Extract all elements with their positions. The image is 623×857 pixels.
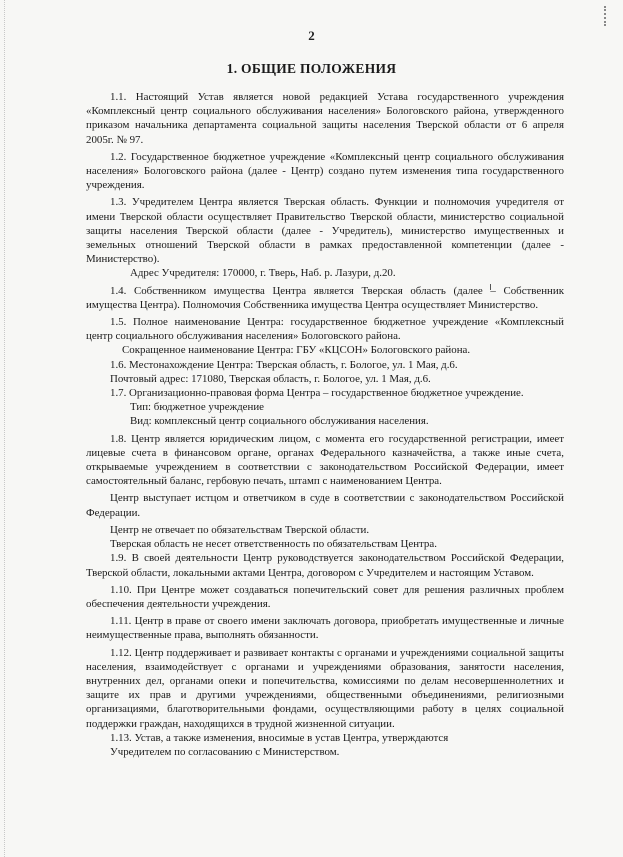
binding-edge — [4, 0, 6, 857]
liability-line-2: Тверская область не несет ответственность по обязательствам Центра. — [110, 538, 437, 551]
postal-address: Почтовый адрес: 171080, Тверская область, г. Бологое, ул. 1 Мая, д.6. — [110, 372, 431, 385]
paragraph-1-10: 1.10. При Центре может создаваться попечительский совет для решения различных проблем обеспечения деятельности учреждения. — [86, 583, 564, 610]
kind-line: Вид: комплексный центр социального обслуживания населения. — [130, 415, 429, 428]
corner-mark — [604, 6, 609, 26]
paragraph-1-7: 1.7. Организационно-правовая форма Центра – государственное бюджетное учреждение. — [110, 387, 524, 400]
paragraph-1-6: 1.6. Местонахождение Центра: Тверская область, г. Бологое, ул. 1 Мая, д.6. — [110, 358, 458, 371]
paragraph-1-5: 1.5. Полное наименование Центра: государственное бюджетное учреждение «Комплексный центр социального обслуживания населения» Бологовского района. — [86, 316, 564, 343]
paragraph-1-12: 1.12. Центр поддерживает и развивает контакты с органами и учреждениями социальной защиты населения, взаимодействует с органами и учреждениями образования, занятости населения, внутренних дел, органами опеки и попечительства, комиссиями по делам несовершеннолетних и защите их прав и другими учреждениями, общественными объединениями, религиозными организациями, благотворительными фондами, осуществляющими работу в целях социальной поддержки граждан, находящихся в трудной жизненной ситуации. — [86, 646, 564, 730]
paragraph-1-11: 1.11. Центр в праве от своего имени заключать договора, приобретать имущественные и личные неимущественные права, выполнять обязанности. — [86, 615, 564, 642]
paragraph-1-8: 1.8. Центр является юридическим лицом, с момента его государственной регистрации, имеет лицевые счета в финансовом органе, органах Федерального казначейства, а также иные счета, открываемые учреждением в соответствии с законодательством Российской Федерации, имеет самостоятельный баланс, гербовую печать, штамп с наименованием Центра. — [86, 432, 564, 488]
section-heading: 1. ОБЩИЕ ПОЛОЖЕНИЯ — [226, 61, 397, 76]
founder-address: Адрес Учредителя: 170000, г. Тверь, Наб. р. Лазури, д.20. — [130, 267, 396, 280]
paragraph-1-4: 1.4. Собственником имущества Центра является Тверская область (далее – Собственник имущества Центра). Полномочия Собственника имущества Центра осуществляет Министерство. — [86, 284, 564, 311]
short-name: Сокращенное наименование Центра: ГБУ «КЦСОН» Бологовского района. — [122, 344, 471, 357]
paragraph-1-3: 1.3. Учредителем Центра является Тверская область. Функции и полномочия учредителя от имени Тверской области осуществляет Правительство Тверской области, министерство социальной защиты населения Тверской области (далее - Учредитель), министерство имущественных и земельных отношений Тверской области в рамках предоставленной компетенции (далее - Министерство). — [86, 196, 564, 266]
page-number: 2 — [308, 28, 315, 43]
paragraph-1-2: 1.2. Государственное бюджетное учреждение «Комплексный центр социального обслуживания населения» Бологовского района (далее - Центр) создано путем изменения типа государственного учреждения. — [86, 150, 564, 192]
paragraph-1-9: 1.9. В своей деятельности Центр руководствуется законодательством Российской Федерации, Тверской области, локальными актами Центра, договором с Учредителем и настоящим Уставом. — [86, 552, 564, 579]
liability-line-1: Центр не отвечает по обязательствам Тверской области. — [110, 523, 370, 536]
paragraph-1-13: 1.13. Устав, а также изменения, вносимые в устав Центра, утверждаются — [110, 731, 449, 744]
paragraph-1-13-cont: Учредителем по согласованию с Министерством. — [110, 745, 340, 758]
body-text — [86, 90, 564, 759]
paragraph-1-1: 1.1. Настоящий Устав является новой редакцией Устава государственного учреждения «Комплексный центр социального обслуживания населения» Бологовского района, утвержденного приказом начальника департамента социальной защиты населения Тверской области от 6 апреля 2005г. № 97. — [86, 91, 564, 146]
court-line: Центр выступает истцом и ответчиком в суде в соответствии с законодательством Российской Федерации. — [86, 492, 564, 519]
type-line: Тип: бюджетное учреждение — [130, 401, 264, 414]
